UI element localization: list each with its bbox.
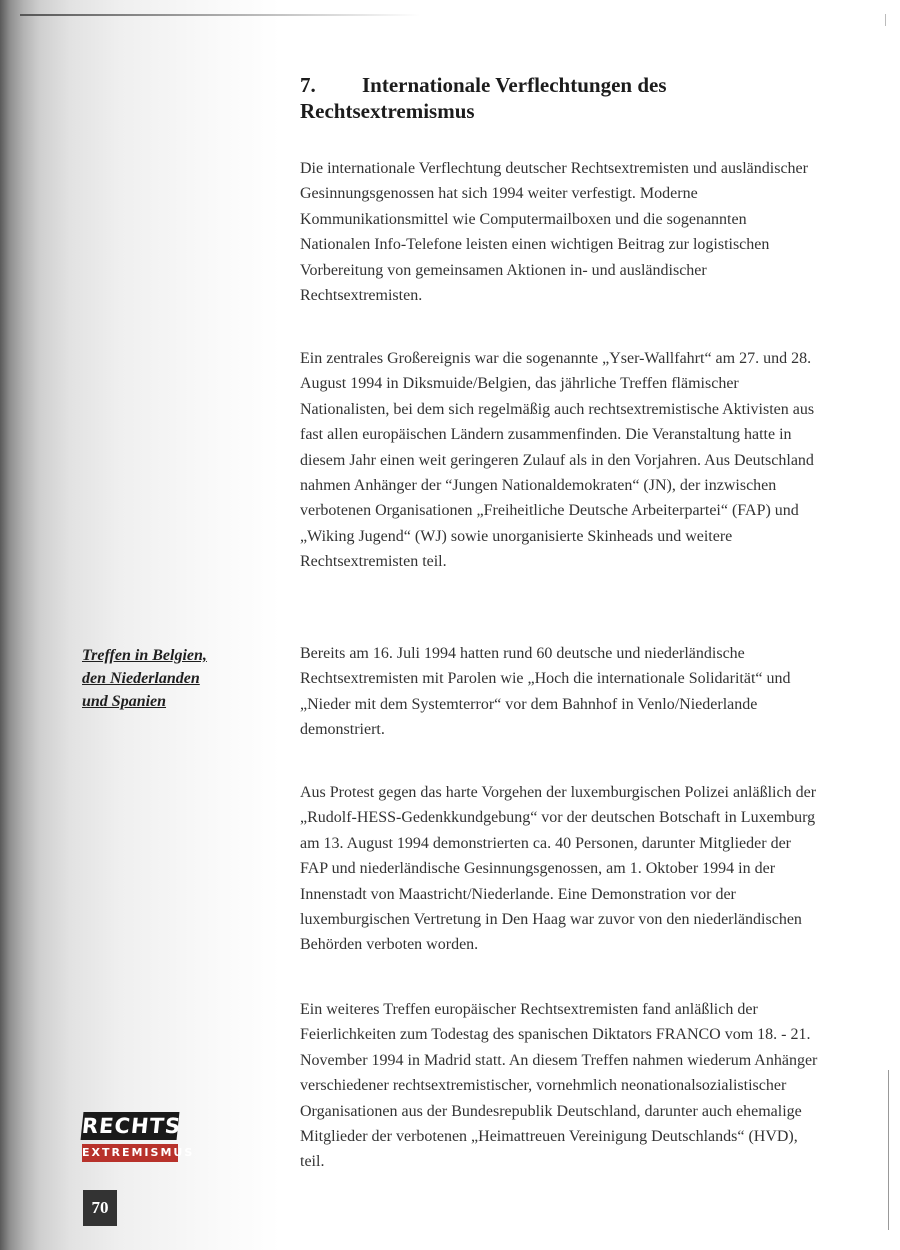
binding-shadow xyxy=(0,0,300,1250)
margin-note-line-1: Treffen in Belgien, xyxy=(82,647,207,664)
margin-note xyxy=(82,644,262,713)
section-number: 7. xyxy=(300,73,316,97)
heading-line-1 xyxy=(300,72,860,98)
right-edge-line xyxy=(888,1070,889,1230)
section-heading xyxy=(300,72,860,124)
logo-bottom-text: EXTREMISMUS xyxy=(82,1144,178,1162)
logo-top-text: RECHTS xyxy=(80,1114,183,1138)
heading-line-2: Rechtsextremismus xyxy=(300,99,475,123)
margin-note-line-3: und Spanien xyxy=(82,693,167,710)
paragraph-3: Bereits am 16. Juli 1994 hatten rund 60 deutsche und niederländische Rechtsextremisten mit Parolen wie „Hoch die internationale Solidarität“ und „Nieder mit dem Systemterror“ vor dem Bahnhof in Venlo/Niederlande demonstriert. xyxy=(300,645,791,739)
paragraph-5: Ein weiteres Treffen europäischer Rechtsextremisten fand anläßlich der Feierlichkeiten zum Todestag des spanischen Diktators FRANCO vom 18. - 21. November 1994 in Madrid statt. An diesem Treffen nahmen wiederum Anhänger verschiedener rechtsextremistischer, vornehmlich neonationalsozialistischer Organisationen aus der Bundesrepublik Deutschland, darunter auch ehemalige Mitglieder der verbotenen „Heimattreuen Vereinigung Deutschlands“ (HVD), teil. xyxy=(300,1001,818,1171)
rechtsextremismus-logo xyxy=(80,1112,195,1164)
corner-mark xyxy=(885,14,886,26)
paragraph-2: Ein zentrales Großereignis war die sogenannte „Yser-Wallfahrt“ am 27. und 28. August 1994 in Diksmuide/Belgien, das jährliche Treffen flämischer Nationalisten, bei dem sich regelmäßig auch rechtsextremistische Aktivisten aus fast allen europäischen Ländern zusammenfinden. Die Veranstaltung hatte in diesem Jahr einen weit geringeren Zulauf als in den Vorjahren. Aus Deutschland nahmen Anhänger der “Jungen Nationaldemokraten“ (JN), der inzwischen verbotenen Organisationen „Freiheitliche Deutsche Arbeiterpartei“ (FAP) und „Wiking Jugend“ (WJ) sowie unorganisierte Skinheads und weitere Rechtsextremisten teil. xyxy=(300,350,815,571)
margin-note-line-2: den Niederlanden xyxy=(82,670,200,687)
paragraph-1: Die internationale Verflechtung deutscher Rechtsextremisten und ausländischer Gesinnungsgenossen hat sich 1994 weiter verfestigt. Moderne Kommunikationsmittel wie Computermailboxen und die sogenannten Nationalen Info-Telefone leisten einen wichtigen Beitrag zur logistischen Vorbereitung von gemeinsamen Aktionen in- und ausländischer Rechtsextremisten. xyxy=(300,160,808,305)
top-edge-line xyxy=(20,14,420,16)
page-number: 70 xyxy=(83,1190,117,1226)
heading-title-part-1: Internationale Verflechtungen des xyxy=(362,73,667,97)
paragraph-4: Aus Protest gegen das harte Vorgehen der luxemburgischen Polizei anläßlich der „Rudolf-HESS-Gedenkkundgebung“ vor der deutschen Botschaft in Luxemburg am 13. August 1994 demonstrierten ca. 40 Personen, darunter Mitglieder der FAP und niederländische Gesinnungsgenossen, am 1. Oktober 1994 in der Innenstadt von Maastricht/Niederlande. Eine Demonstration vor der luxemburgischen Vertretung in Den Haag war zuvor von den niederländischen Behörden verboten worden. xyxy=(300,784,817,954)
